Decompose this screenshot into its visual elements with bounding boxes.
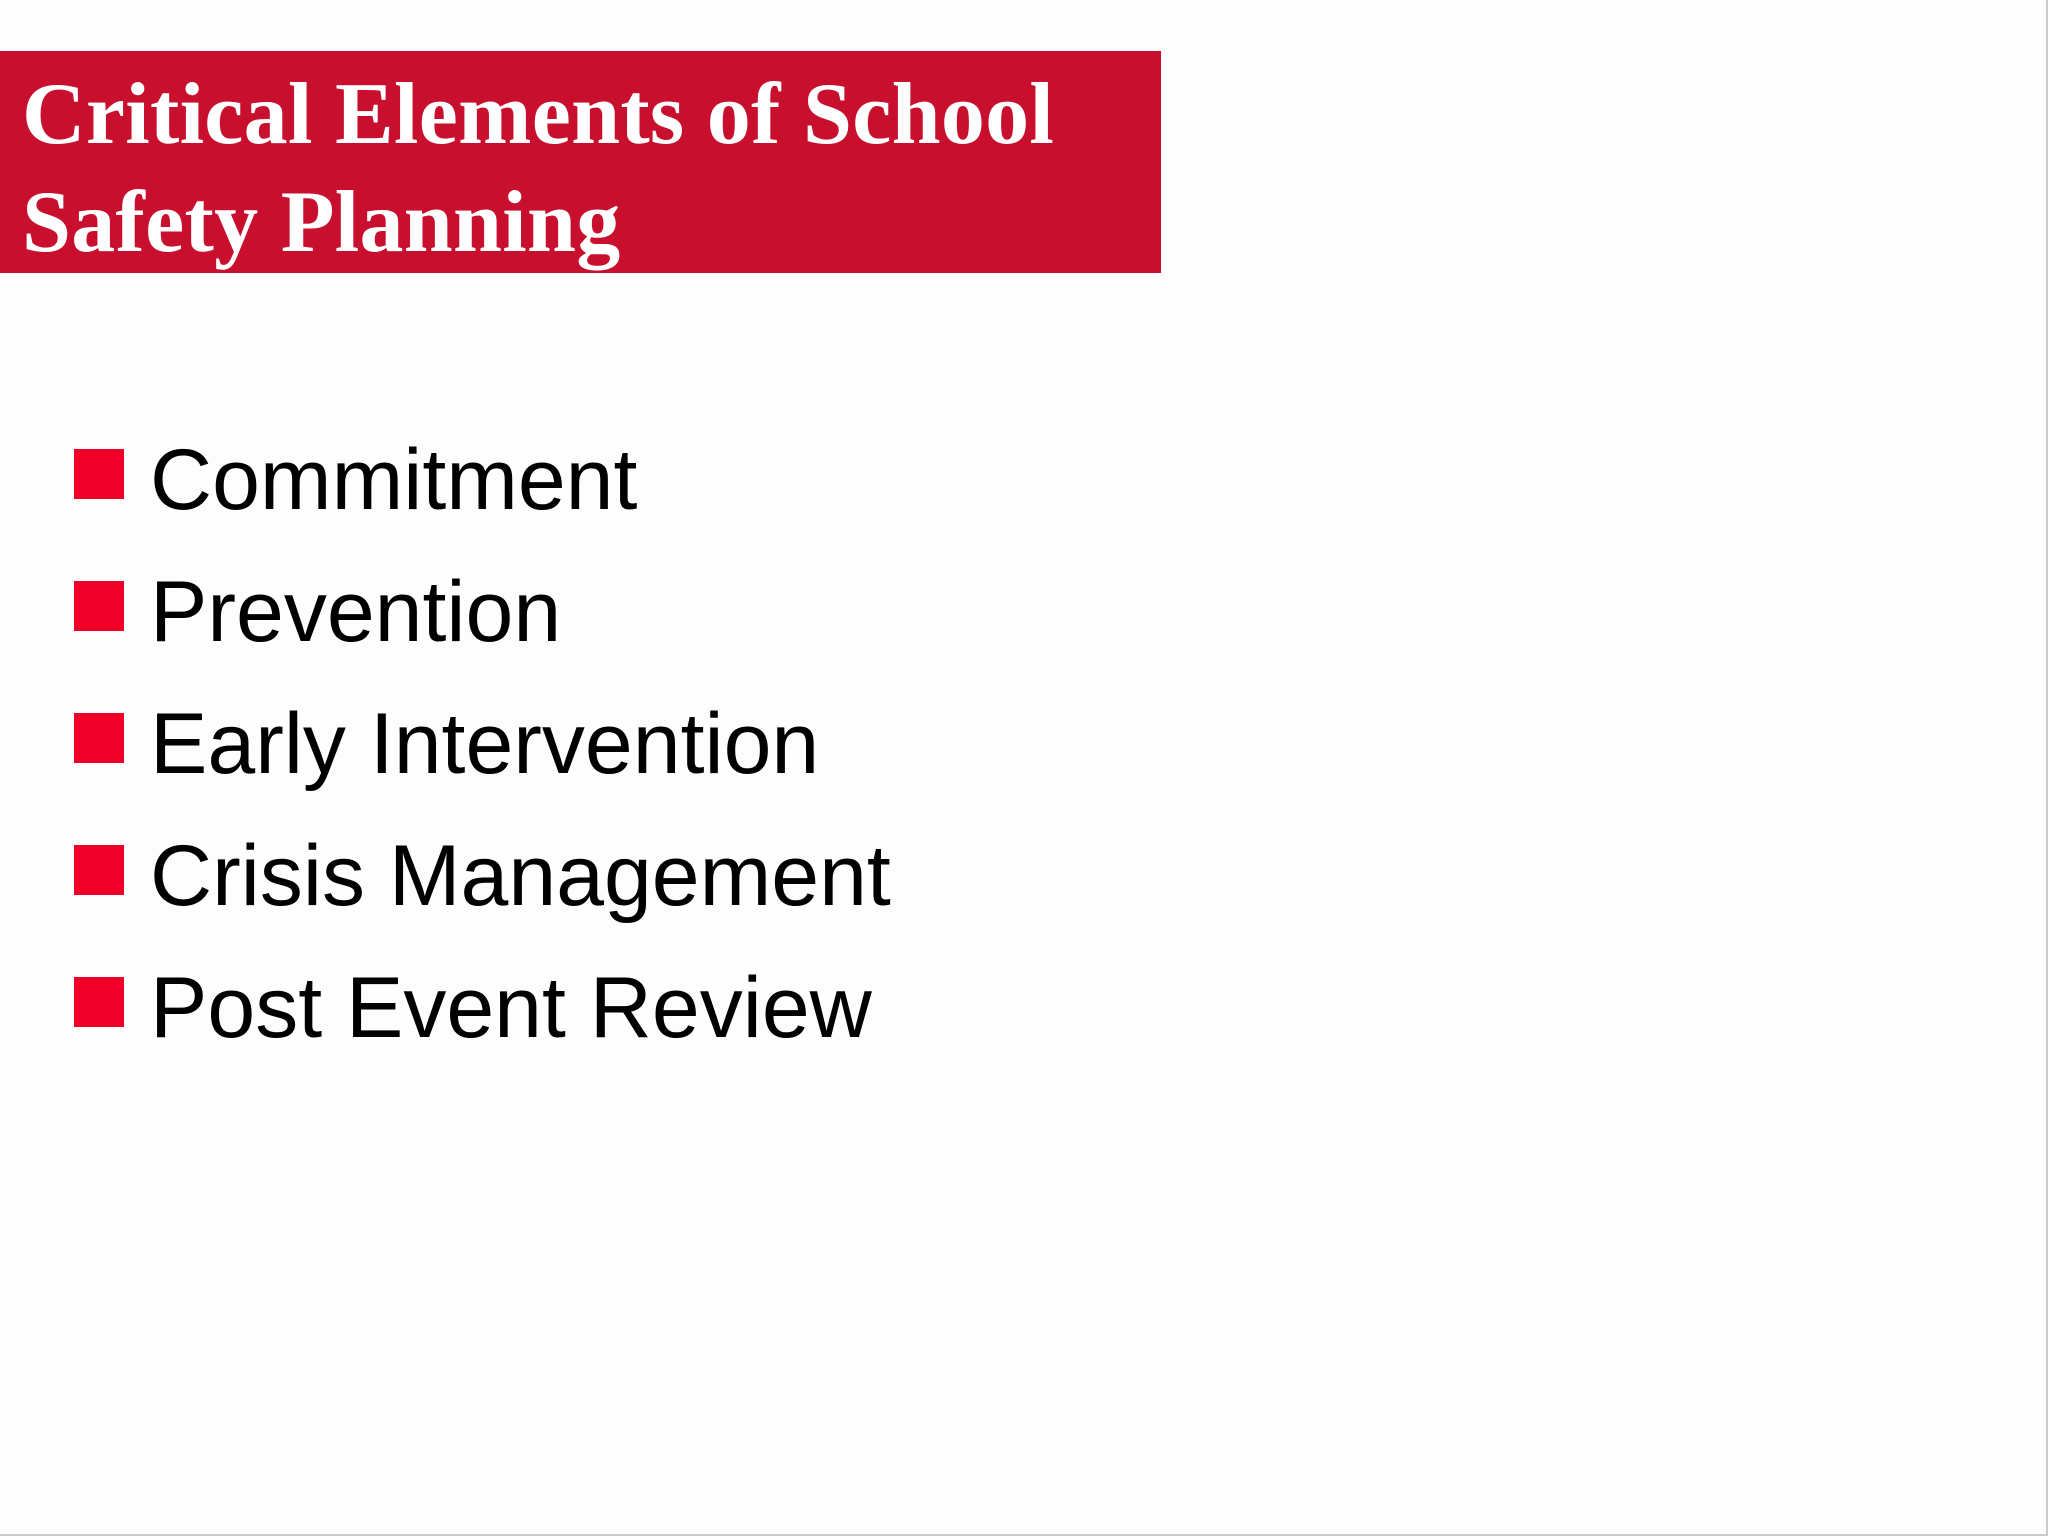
bullet-item: [74, 694, 891, 826]
bullet-label: Post Event Review: [150, 960, 872, 1056]
bullet-label: Prevention: [150, 564, 562, 660]
bullet-label: Crisis Management: [150, 828, 891, 924]
bullet-item: [74, 562, 891, 694]
slide-title: Critical Elements of School Safety Planning: [22, 66, 1055, 271]
red-square-bullet-icon: [74, 845, 124, 895]
bullet-label: Commitment: [150, 432, 638, 528]
red-square-bullet-icon: [74, 449, 124, 499]
bullet-label: Early Intervention: [150, 696, 820, 792]
red-square-bullet-icon: [74, 977, 124, 1027]
bullet-list: [74, 430, 891, 1090]
bullet-item: [74, 430, 891, 562]
bullet-item: [74, 826, 891, 958]
red-square-bullet-icon: [74, 713, 124, 763]
title-bar: [0, 51, 1161, 273]
bullet-item: [74, 958, 891, 1090]
red-square-bullet-icon: [74, 581, 124, 631]
